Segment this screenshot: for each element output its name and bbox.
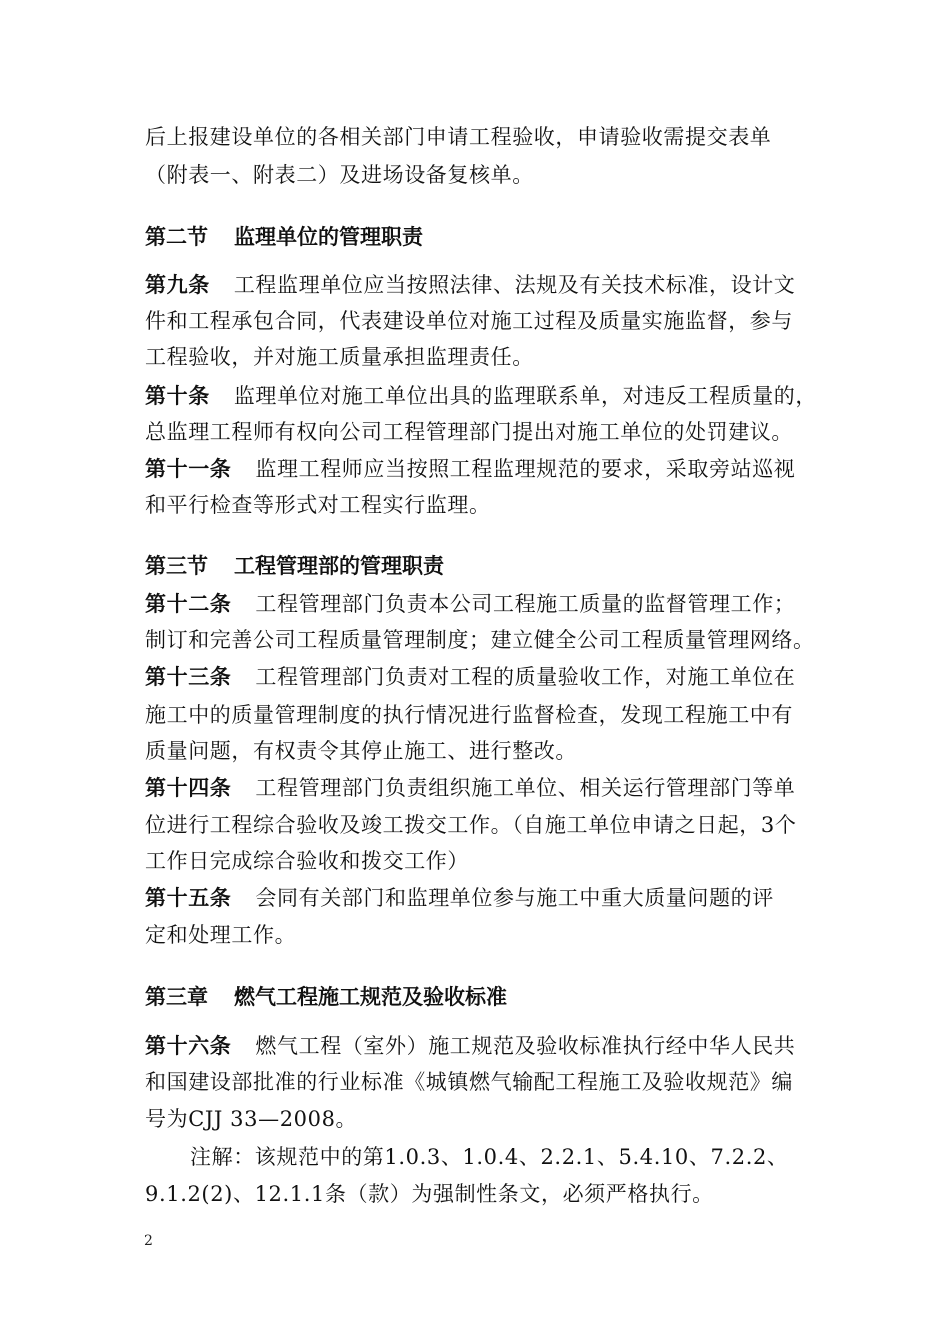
article-12-line-1 xyxy=(145,589,815,619)
chapter-3-heading xyxy=(145,982,507,1012)
article-12-line-2: 制订和完善公司工程质量管理制度；建立健全公司工程质量管理网络。 xyxy=(145,628,815,652)
article-15-line-1 xyxy=(145,883,815,913)
article-9-line-1 xyxy=(145,270,815,300)
note-line-2: 9.1.2(2)、12.1.1条（款）为强制性条文，必须严格执行。 xyxy=(145,1182,714,1206)
article-15-line-2: 定和处理工作。 xyxy=(145,923,297,947)
article-13-text-1: 工程管理部门负责对工程的质量验收工作，对施工单位在 xyxy=(255,665,796,689)
article-13-line-3: 质量问题，有权责令其停止施工、进行整改。 xyxy=(145,739,577,763)
article-11-line-1 xyxy=(145,454,815,484)
article-9-line-2: 件和工程承包合同，代表建设单位对施工过程及质量实施监督，参与 xyxy=(145,309,793,333)
section-2-label: 第二节 xyxy=(145,224,208,249)
chapter-3-label: 第三章 xyxy=(145,984,208,1009)
article-14-text-1: 工程管理部门负责组织施工单位、相关运行管理部门等单 xyxy=(255,776,796,800)
article-14-line-3: 工作日完成综合验收和拨交工作） xyxy=(145,849,469,873)
section-3-title: 工程管理部的管理职责 xyxy=(234,553,444,578)
article-11-label: 第十一条 xyxy=(145,456,232,481)
intro-line-2: （附表一、附表二）及进场设备复核单。 xyxy=(145,163,534,187)
article-16-line-3: 号为CJJ 33—2008。 xyxy=(145,1107,358,1131)
article-13-line-1 xyxy=(145,662,815,692)
article-10-label: 第十条 xyxy=(145,383,210,408)
article-9-line-3: 工程验收，并对施工质量承担监理责任。 xyxy=(145,345,534,369)
article-16-text-1: 燃气工程（室外）施工规范及验收标准执行经中华人民共 xyxy=(255,1034,796,1058)
article-15-text-1: 会同有关部门和监理单位参与施工中重大质量问题的评 xyxy=(255,886,774,910)
article-14-label: 第十四条 xyxy=(145,775,232,800)
article-10-text-1: 监理单位对施工单位出具的监理联系单，对违反工程质量的， xyxy=(233,384,818,408)
article-10-line-2: 总监理工程师有权向公司工程管理部门提出对施工单位的处罚建议。 xyxy=(145,420,793,444)
article-13-line-2: 施工中的质量管理制度的执行情况进行监督检查，发现工程施工中有 xyxy=(145,703,793,727)
article-12-label: 第十二条 xyxy=(145,591,232,616)
article-11-line-2: 和平行检查等形式对工程实行监理。 xyxy=(145,493,491,517)
page-number: 2 xyxy=(144,1233,153,1249)
section-2-title: 监理单位的管理职责 xyxy=(234,224,423,249)
article-14-line-2: 位进行工程综合验收及竣工拨交工作。（自施工单位申请之日起，3个 xyxy=(145,813,797,837)
intro-line-1: 后上报建设单位的各相关部门申请工程验收，申请验收需提交表单 xyxy=(145,125,772,149)
chapter-3-title: 燃气工程施工规范及验收标准 xyxy=(234,984,507,1009)
article-10-line-1 xyxy=(145,381,818,411)
article-16-label: 第十六条 xyxy=(145,1033,232,1058)
article-14-line-1 xyxy=(145,773,815,803)
article-16-line-2: 和国建设部批准的行业标准《城镇燃气输配工程施工及验收规范》编 xyxy=(145,1070,793,1094)
article-9-text-1: 工程监理单位应当按照法律、法规及有关技术标准，设计文 xyxy=(233,273,796,297)
note-line-1: 注解：该规范中的第1.0.3、1.0.4、2.2.1、5.4.10、7.2.2、 xyxy=(190,1145,789,1169)
article-11-text-1: 监理工程师应当按照工程监理规范的要求，采取旁站巡视 xyxy=(255,457,796,481)
article-9-label: 第九条 xyxy=(145,272,210,297)
section-3-label: 第三节 xyxy=(145,553,208,578)
article-15-label: 第十五条 xyxy=(145,885,232,910)
section-3-heading xyxy=(145,551,444,581)
article-13-label: 第十三条 xyxy=(145,664,232,689)
article-16-line-1 xyxy=(145,1031,815,1061)
section-2-heading xyxy=(145,222,423,252)
article-12-text-1: 工程管理部门负责本公司工程施工质量的监督管理工作； xyxy=(255,592,796,616)
